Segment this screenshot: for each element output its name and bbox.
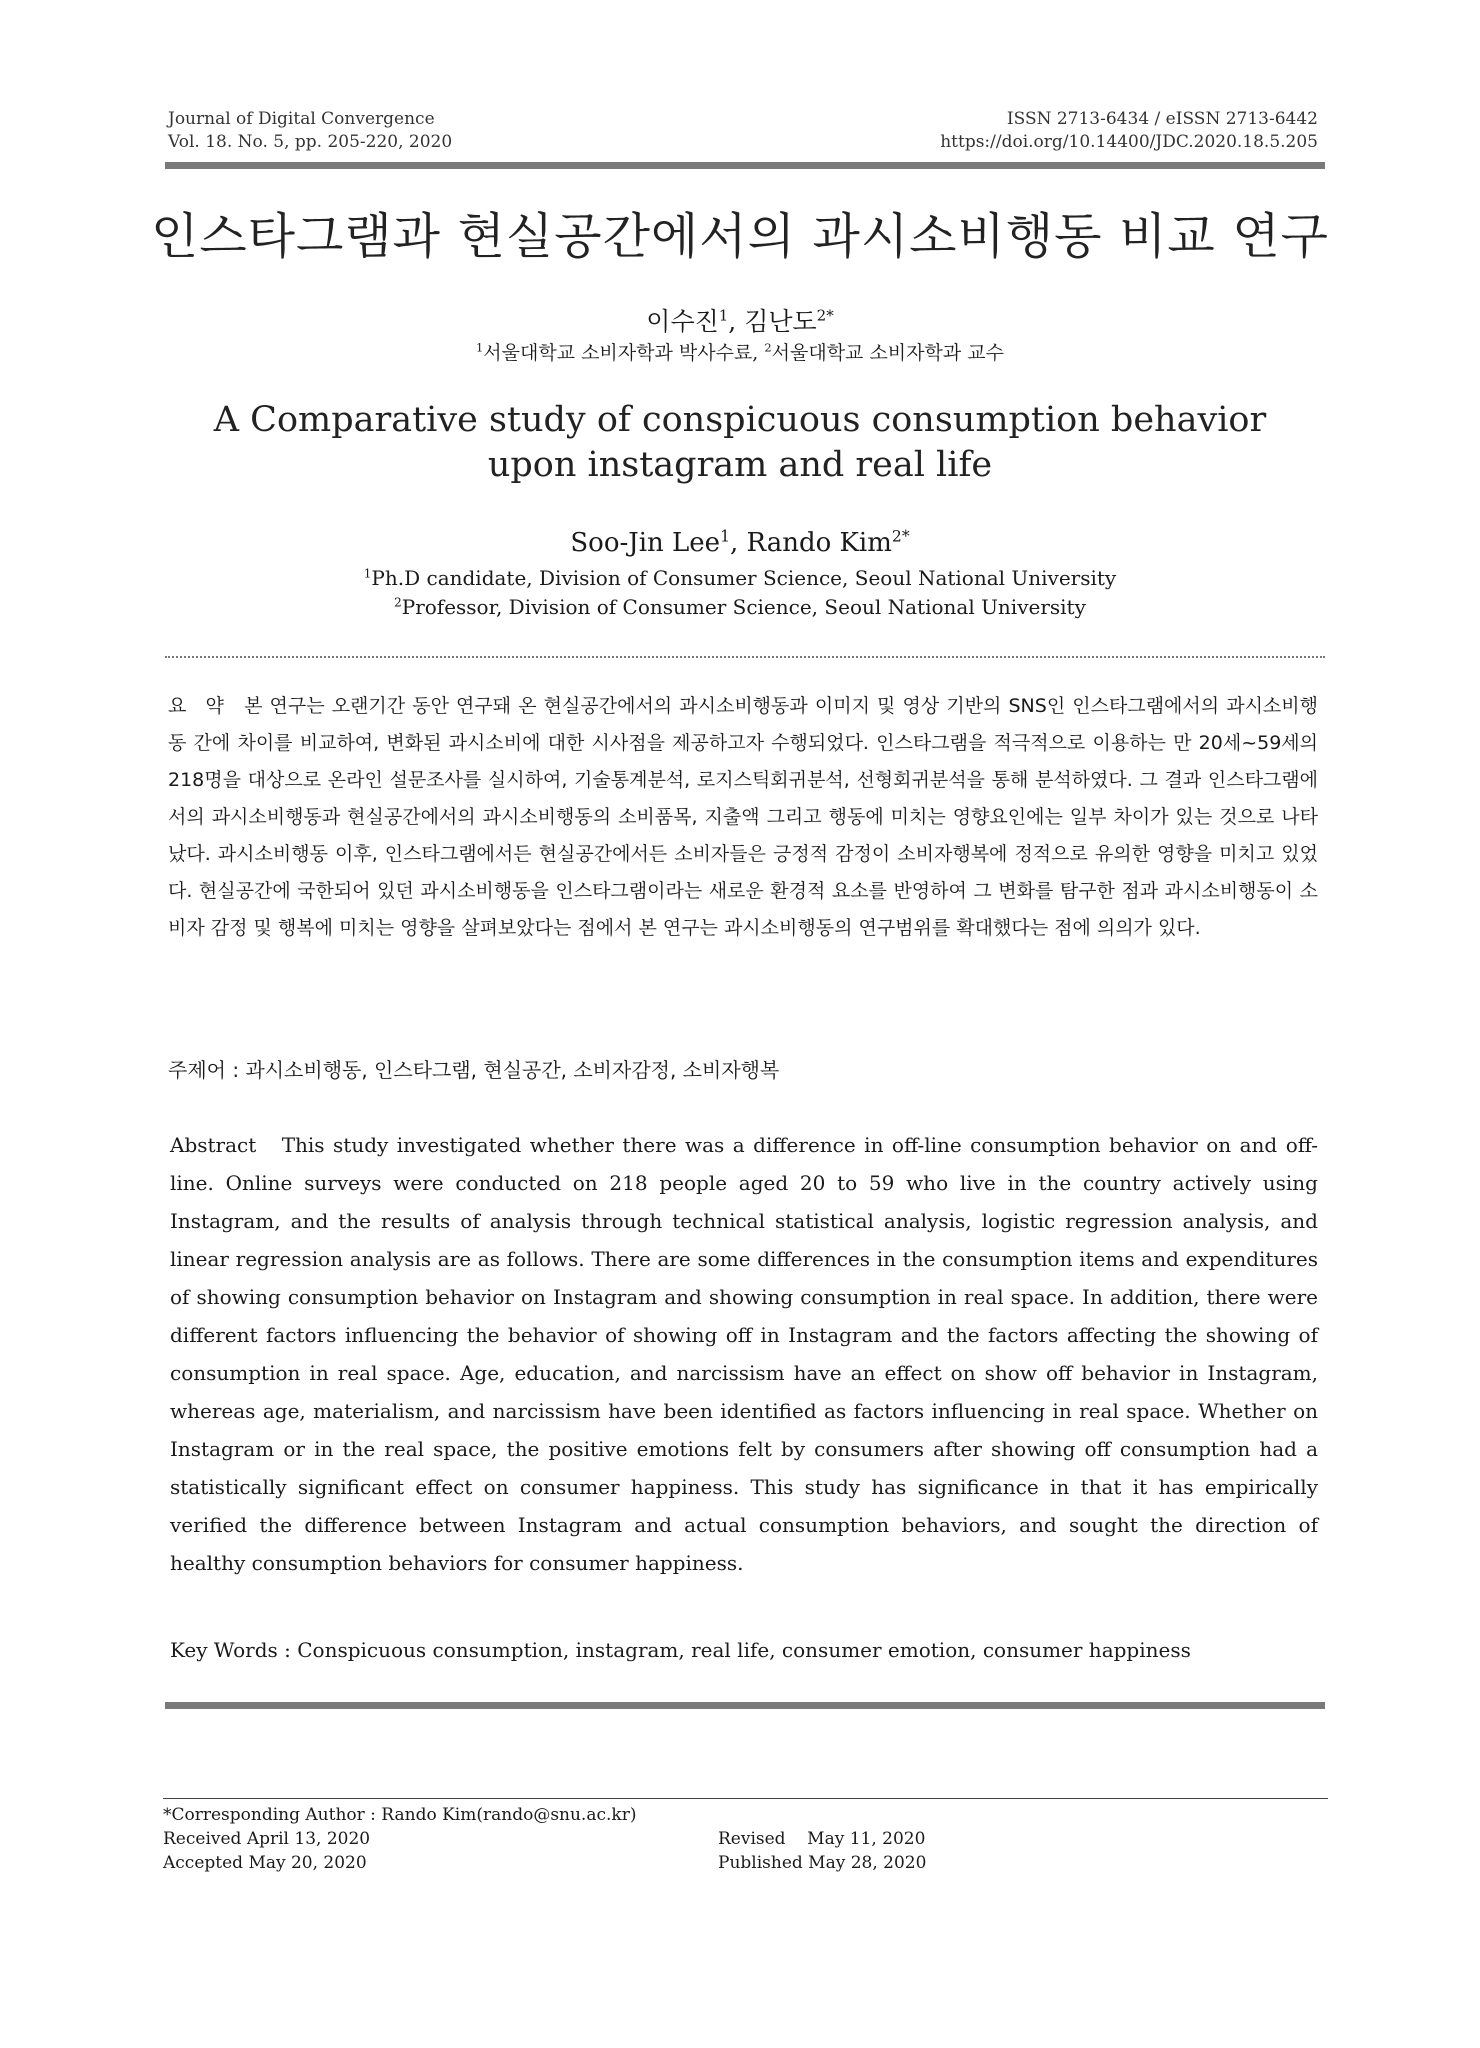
affiliation-en-1: $^1$Ph.D candidate, Division of Consumer Science, Seoul National University bbox=[363, 566, 1117, 590]
keywords-ko bbox=[168, 1054, 779, 1083]
accepted-date: Accepted May 20, 2020 bbox=[163, 1853, 367, 1873]
author-1-ko: 이수진 bbox=[646, 307, 719, 336]
journal-header bbox=[168, 108, 452, 154]
doi-link[interactable]: https://doi.org/10.14400/JDC.2020.18.5.205 bbox=[940, 132, 1318, 152]
received-date: Received April 13, 2020 bbox=[163, 1829, 371, 1849]
title-divider bbox=[165, 656, 1325, 658]
journal-volume: Vol. 18. No. 5, pp. 205-220, 2020 bbox=[168, 132, 453, 152]
paper-title-en: A Comparative study of conspicuous consumption behavior upon instagram and real life bbox=[213, 400, 1267, 485]
author-1-en: Soo-Jin Lee bbox=[570, 528, 721, 558]
abstract-ko-label: 요 약 bbox=[168, 695, 230, 717]
abstract-en-text: This study investigated whether there was a difference in off-line consumption behavior on and off-line. Online surveys were conducted on 218 people aged 20 to 59 who live in the country actively using Instagram, and the results of analysis through technical statistical analysis, logistic regression analysis, and linear regression analysis are as follows. There are some differences in the consumption items and expenditures of showing consumption behavior on Instagram and showing consumption in real space. In addition, there were different factors influencing the behavior of showing off in Instagram and the factors affecting the showing of consumption in real space. Age, education, and narcissism have an effect on show off behavior in Instagram, whereas age, materialism, and narcissism have been identified as factors influencing in real space. Whether on Instagram or in the real space, the positive emotions felt by consumers after showing off consumption had a statistically significant effect on consumer happiness. This study has significance in that it has empirically verified the difference between Instagram and actual consumption behaviors, and sought the direction of healthy consumption behaviors for consumer happiness. bbox=[170, 1133, 1318, 1575]
paper-title-ko: 인스타그램과 현실공간에서의 과시소비행동 비교 연구 bbox=[151, 208, 1329, 265]
abstract-ko-text: 본 연구는 오랜기간 동안 연구돼 온 현실공간에서의 과시소비행동과 이미지 및 영상 기반의 SNS인 인스타그램에서의 과시소비행동 간에 차이를 비교하여, 변화된 과시소비에 대한 시사점을 제공하고자 수행되었다. 인스타그램을 적극적으로 이용하는 만 20세~59세의 218명을 대상으로 온라인 설문조사를 실시하여, 기술통계분석, 로지스틱회귀분석, 선형회귀분석을 통해 분석하였다. 그 결과 인스타그램에서의 과시소비행동과 현실공간에서의 과시소비행동의 소비품목, 지출액 그리고 행동에 미치는 영향요인에는 일부 차이가 있는 것으로 나타났다. 과시소비행동 이후, 인스타그램에서든 현실공간에서든 소비자들은 긍정적 감정이 소비자행복에 정적으로 유의한 영향을 미치고 있었다. 현실공간에 국한되어 있던 과시소비행동을 인스타그램이라는 새로운 환경적 요소를 반영하여 그 변화를 탐구한 점과 과시소비행동이 소비자 감정 및 행복에 미치는 영향을 살펴보았다는 점에서 본 연구는 과시소비행동의 연구범위를 확대했다는 점에 의의가 있다. bbox=[168, 695, 1318, 939]
footnote-rule bbox=[163, 1798, 1328, 1799]
issn: ISSN 2713-6434 / eISSN 2713-6442 bbox=[1006, 109, 1318, 129]
abstract-end-rule bbox=[165, 1702, 1325, 1709]
issn-header bbox=[940, 108, 1318, 154]
authors-en: Soo-Jin Lee$^1$, Rando Kim$^{2*}$ bbox=[570, 527, 910, 558]
abstract-ko bbox=[168, 688, 1318, 947]
keywords-en-label: Key Words : bbox=[170, 1638, 298, 1662]
abstract-en bbox=[170, 1126, 1318, 1582]
authors-ko: 이수진$^1$, 김난도$^{2*}$ bbox=[646, 306, 834, 336]
journal-name: Journal of Digital Convergence bbox=[168, 109, 435, 129]
affiliation-ko: $^1$서울대학교 소비자학과 박사수료, $^2$서울대학교 소비자학과 교수 bbox=[476, 340, 1004, 364]
author-2-en: Rando Kim bbox=[746, 528, 892, 558]
keywords-ko-text: 과시소비행동, 인스타그램, 현실공간, 소비자감정, 소비자행복 bbox=[245, 1058, 780, 1082]
abstract-en-label: Abstract bbox=[170, 1133, 257, 1157]
corresponding-author: *Corresponding Author : Rando Kim(rando@snu.ac.kr) bbox=[163, 1805, 637, 1825]
revised-date: Revised May 11, 2020 bbox=[718, 1829, 926, 1849]
author-2-ko: 김난도 bbox=[744, 307, 817, 336]
header-rule bbox=[165, 162, 1325, 169]
keywords-en-text: Conspicuous consumption, instagram, real life, consumer emotion, consumer happiness bbox=[297, 1638, 1191, 1662]
published-date: Published May 28, 2020 bbox=[718, 1853, 927, 1873]
keywords-ko-label: 주제어 : bbox=[168, 1058, 246, 1082]
keywords-en bbox=[170, 1638, 1191, 1662]
affiliation-en-2: $^2$Professor, Division of Consumer Science, Seoul National University bbox=[394, 595, 1086, 619]
